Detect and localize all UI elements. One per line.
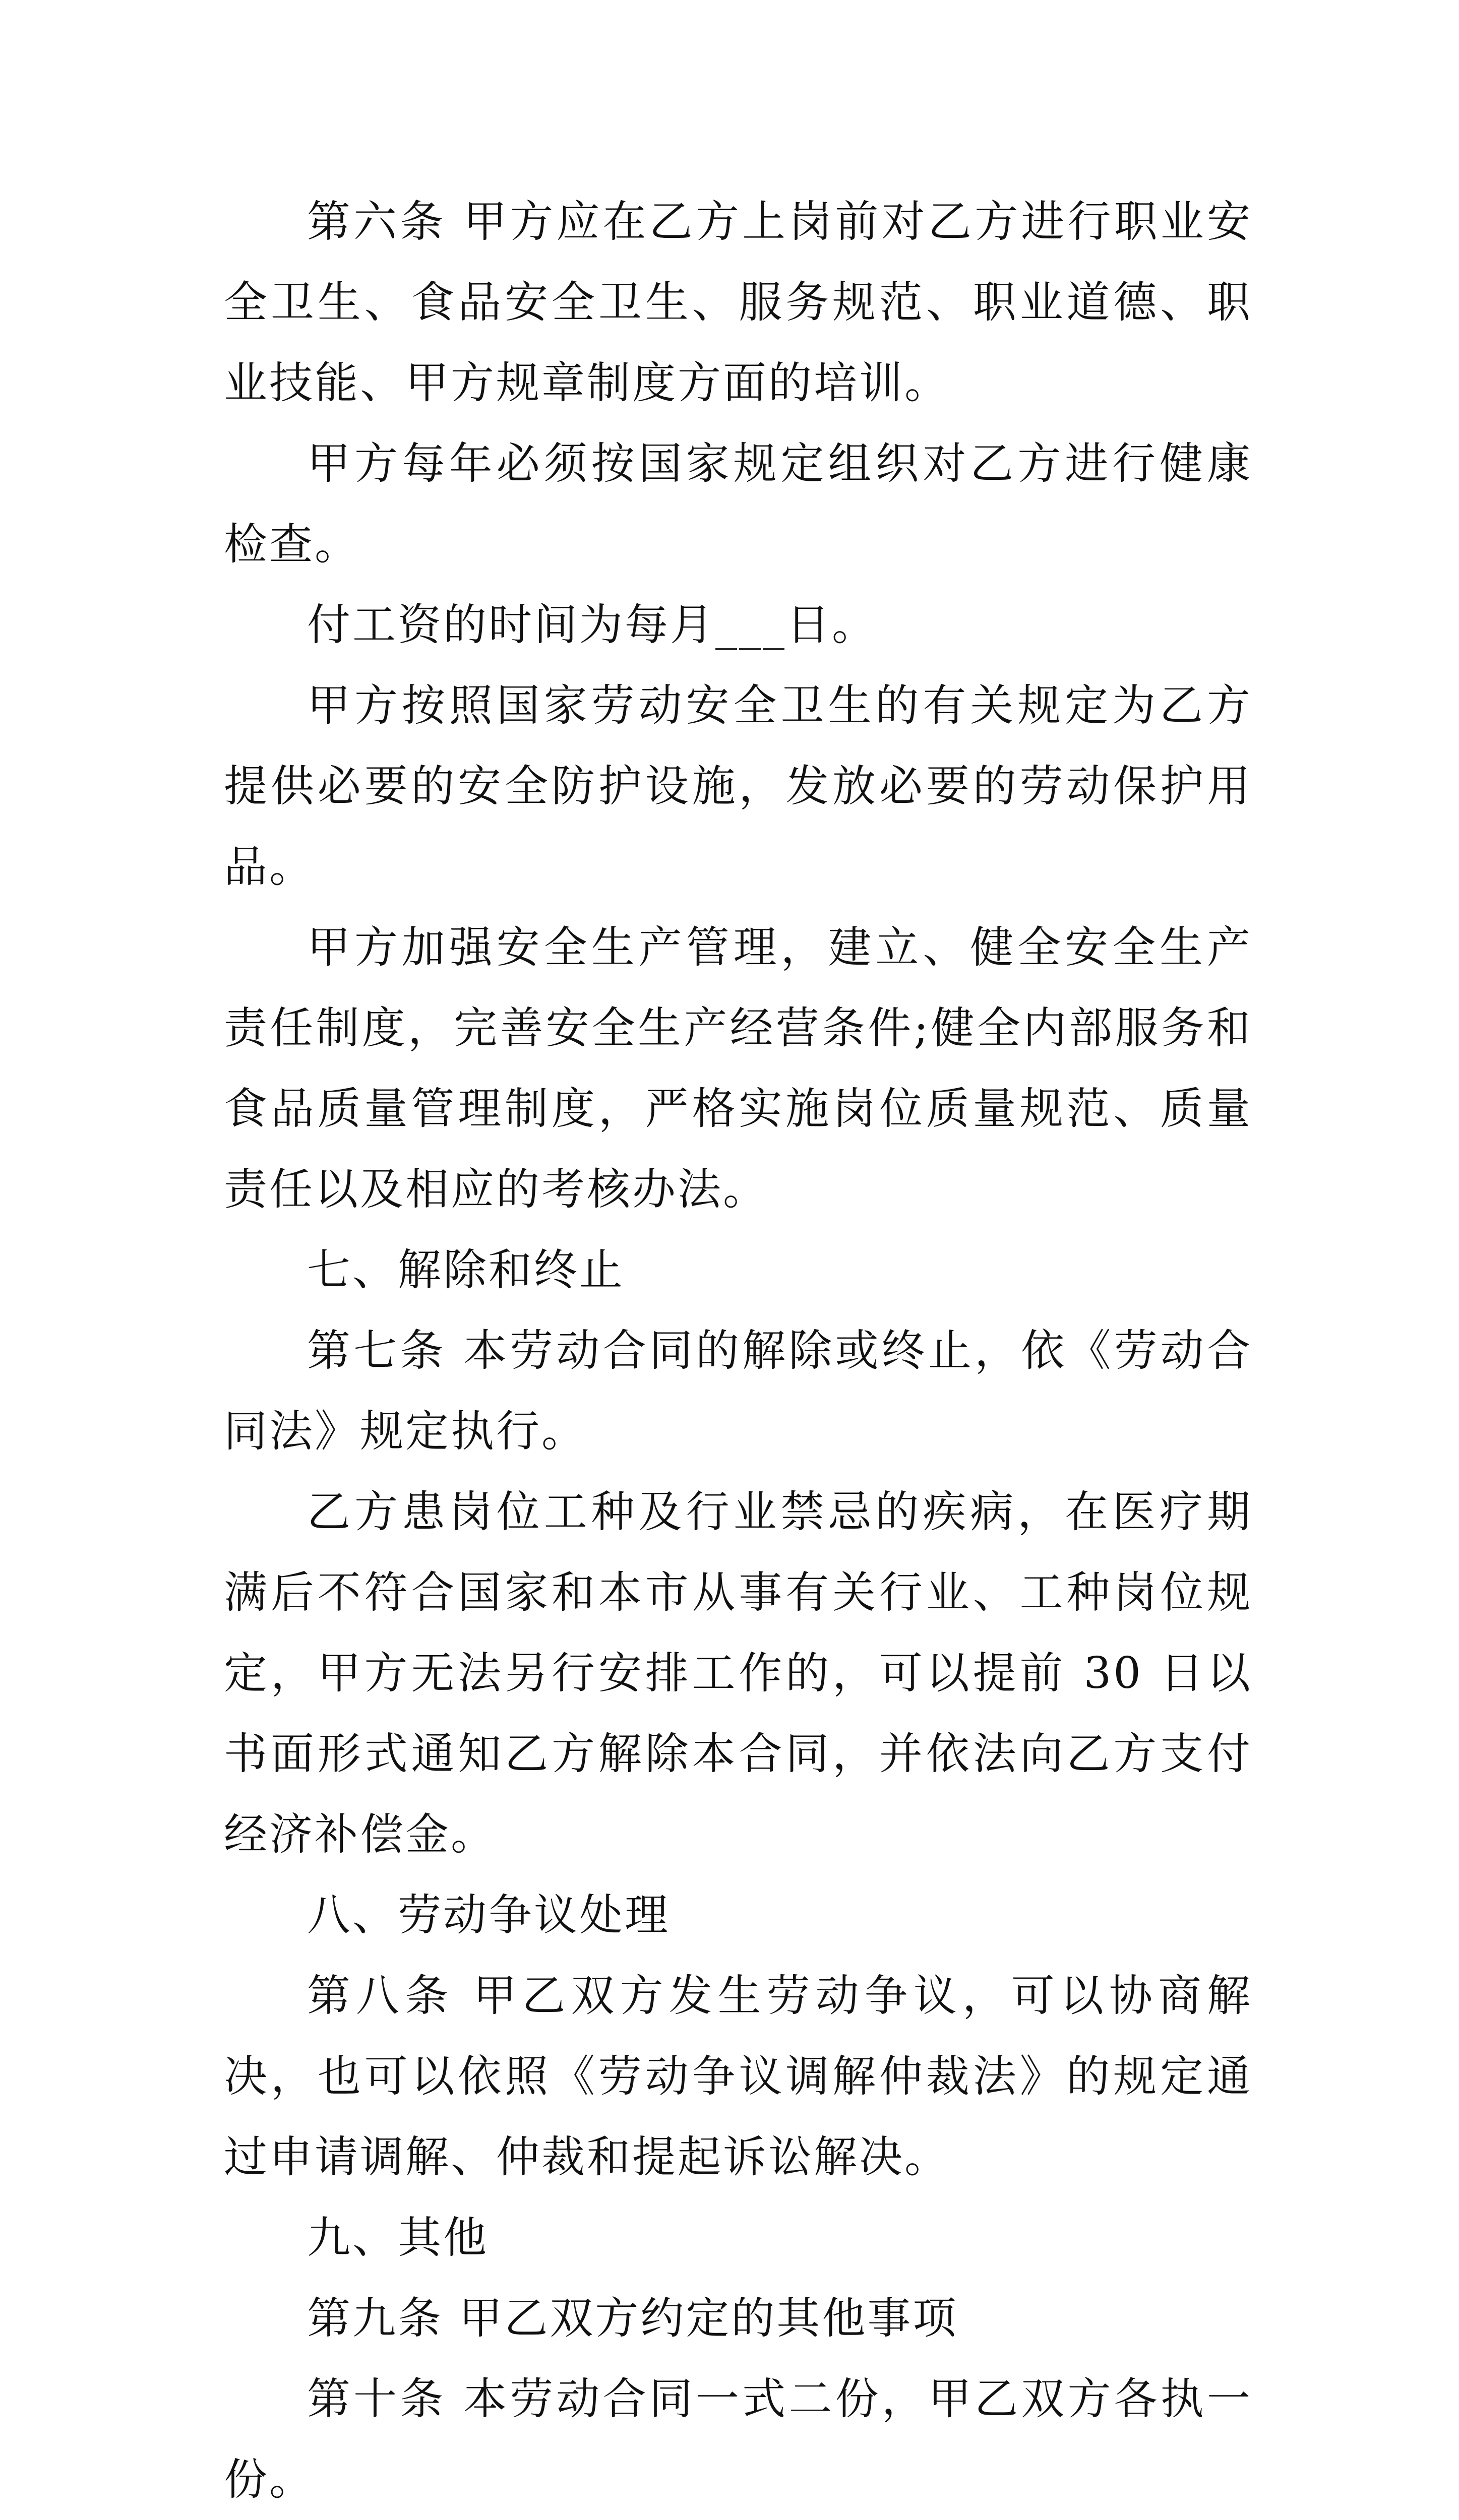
section-heading-termination: 七、解除和终止 xyxy=(307,1245,625,1295)
paragraph-illness-termination: 乙方患岗位工种及行业禁忌的疾病，在医疗期满后不符合国家和本市从事有关行业、工种岗位规定，甲方无法另行安排工作的，可以提前 30 日以书面形式通知乙方解除本合同，并依法向乙方支付经济补偿金。 xyxy=(224,1487,1252,1860)
section-heading-dispute: 八、劳动争议处理 xyxy=(307,1890,670,1940)
paragraph-article-6: 第六条 甲方应在乙方上岗前对乙方进行职业安全卫生、食品安全卫生、服务规范、职业道德、职业技能、甲方规章制度方面的培训。 xyxy=(224,197,1252,408)
document-body xyxy=(224,181,1252,2520)
paragraph-article-10: 第十条 本劳动合同一式二份，甲乙双方各执一份。 xyxy=(224,2374,1252,2505)
paragraph-safety-equipment: 甲方按照国家劳动安全卫生的有关规定为乙方提供必要的安全防护设施，发放必要的劳动保护用品。 xyxy=(224,680,1252,892)
paragraph-article-7: 第七条 本劳动合同的解除或终止，依《劳动合同法》规定执行。 xyxy=(224,1326,1252,1457)
section-heading-other: 九、其他 xyxy=(307,2213,489,2263)
paragraph-safety-management: 甲方加强安全生产管理，建立、健全安全生产责任制度，完善安全生产经营条件;健全内部服务和食品质量管理制度，严格实施岗位质量规范、质量责任以及相应的考核办法。 xyxy=(224,922,1252,1215)
paragraph-article-9: 第九条 甲乙双方约定的其他事项 xyxy=(307,2293,958,2344)
paragraph-article-8: 第八条 甲乙双方发生劳动争议，可以协商解决，也可以依照《劳动争议调解仲裁法》的规定通过申请调解、仲裁和提起诉讼解决。 xyxy=(224,1971,1252,2182)
paragraph-pay-date: 付工资的时间为每月___日。 xyxy=(307,600,877,650)
paragraph-health-check: 甲方每年必须按国家规定组织对乙方进行健康检查。 xyxy=(224,438,1252,570)
